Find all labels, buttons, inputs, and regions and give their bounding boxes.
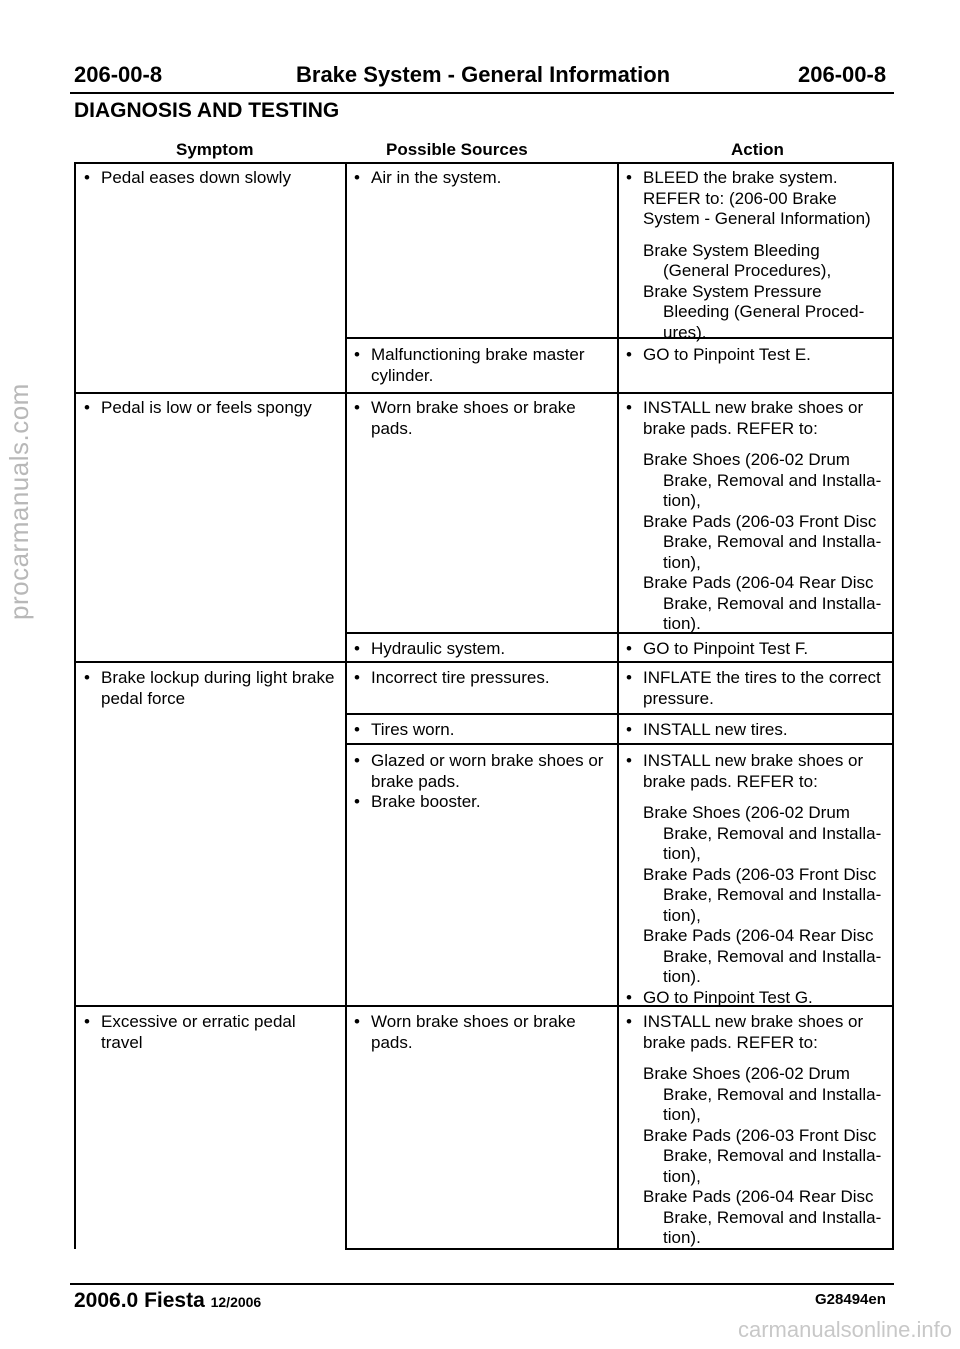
action-text: • INSTALL new brake shoes or [622, 751, 881, 772]
source-text: • Tires worn. [350, 720, 454, 741]
action-cell [622, 751, 881, 1008]
reference-text: Brake, Removal and Installa- [663, 1146, 882, 1165]
reference-text: Brake, Removal and Installa- [663, 1207, 882, 1227]
action-text: • GO to Pinpoint Test E. [622, 345, 811, 366]
source-cell [350, 639, 505, 660]
source-cell [350, 751, 603, 813]
row-divider [74, 392, 893, 394]
reference-text: ures). [663, 322, 707, 342]
reference-text: tion), [663, 552, 701, 572]
table-top-border [74, 162, 893, 164]
row-divider [74, 661, 893, 663]
reference-text: (General Procedures), [663, 261, 832, 280]
row-divider [345, 713, 894, 715]
action-text: pressure. [643, 688, 714, 708]
action-cell [622, 668, 881, 709]
action-cell [622, 720, 788, 741]
figure-code: G28494en [815, 1291, 886, 1308]
reference-text: tion), [663, 905, 701, 925]
source-cell [350, 345, 585, 386]
action-text: System - General Information) [643, 209, 871, 228]
reference-text: tion), [663, 844, 701, 863]
reference-text: tion), [663, 1166, 701, 1186]
source-cell [350, 398, 576, 439]
footer-date: 12/2006 [210, 1294, 262, 1310]
reference-text: Bleeding (General Proced- [663, 302, 865, 321]
reference-text: Brake, Removal and Installa- [663, 885, 882, 904]
action-text: • GO to Pinpoint Test F. [622, 639, 808, 660]
action-cell [622, 398, 881, 635]
column-divider-1 [345, 162, 347, 1249]
source-text: • Incorrect tire pressures. [350, 668, 550, 689]
reference-text: tion), [663, 491, 701, 510]
action-text: brake pads. REFER to: [643, 771, 818, 791]
source-cell [350, 668, 550, 689]
section-title: DIAGNOSIS AND TESTING [74, 99, 340, 122]
source-text: cylinder. [371, 365, 434, 385]
symptom-text: • Excessive or erratic pedal [80, 1012, 296, 1033]
reference-text: Brake, Removal and Installa- [663, 532, 882, 551]
source-text: brake pads. [371, 771, 460, 791]
action-cell [622, 345, 811, 366]
reference-text: tion), [663, 1105, 701, 1124]
symptom-text: • Pedal eases down slowly [80, 168, 291, 189]
table-row-symptom [80, 1012, 296, 1053]
reference-text: Brake Shoes (206-02 Drum [643, 450, 850, 469]
reference-text: tion). [663, 1228, 701, 1247]
action-cell [622, 1012, 881, 1249]
watermark-bottom: carmanualsonline.info [737, 1317, 952, 1342]
reference-text: Brake Pads (206-03 Front Disc [643, 864, 877, 884]
model-year: 2006.0 Fiesta [74, 1289, 205, 1312]
source-cell [350, 720, 454, 741]
symptom-text: • Brake lockup during light brake [80, 668, 334, 689]
reference-text: Brake, Removal and Installa- [663, 823, 882, 843]
table-row-symptom [80, 168, 291, 189]
table-right-border [892, 162, 894, 1249]
source-text: • Worn brake shoes or brake [350, 1012, 576, 1033]
reference-text: Brake, Removal and Installa- [663, 1084, 882, 1104]
action-text: REFER to: (206-00 Brake [643, 188, 837, 208]
header-rule [70, 92, 894, 94]
column-divider-2 [617, 162, 619, 1249]
column-header-symptom: Symptom [176, 140, 254, 159]
footer-rule [70, 1283, 894, 1285]
reference-text: Brake Pads (206-03 Front Disc [643, 1125, 877, 1145]
action-text: • INFLATE the tires to the correct [622, 668, 881, 689]
action-text: • INSTALL new brake shoes or [622, 398, 881, 419]
source-text: • Brake booster. [350, 792, 603, 813]
reference-text: Brake Pads (206-04 Rear Disc [643, 926, 874, 945]
symptom-text: travel [101, 1032, 143, 1052]
page-number-right: 206-00-8 [798, 62, 887, 87]
reference-text: Brake, Removal and Installa- [663, 470, 882, 490]
source-cell [350, 168, 501, 189]
reference-text: Brake Shoes (206-02 Drum [643, 1064, 850, 1083]
action-text: • BLEED the brake system. [622, 168, 871, 189]
source-text: • Hydraulic system. [350, 639, 505, 660]
column-header-sources: Possible Sources [386, 140, 528, 159]
source-text: • Malfunctioning brake master [350, 345, 585, 366]
reference-text: Brake Pads (206-04 Rear Disc [643, 573, 874, 592]
action-cell [622, 639, 808, 660]
action-text: brake pads. REFER to: [643, 418, 818, 438]
reference-text: tion). [663, 614, 701, 633]
reference-text: Brake Pads (206-04 Rear Disc [643, 1187, 874, 1206]
watermark-left: procarmanuals.com [4, 383, 34, 620]
reference-text: Brake, Removal and Installa- [663, 593, 882, 613]
symptom-text: pedal force [101, 688, 186, 708]
column-header-action: Action [731, 140, 784, 159]
source-text: • Glazed or worn brake shoes or [350, 751, 603, 772]
table-row-symptom [80, 668, 334, 709]
reference-text: Brake System Pressure [643, 281, 822, 301]
table-left-border [74, 162, 76, 1249]
symptom-text: • Pedal is low or feels spongy [80, 398, 312, 419]
reference-text: Brake, Removal and Installa- [663, 946, 882, 966]
table-row-symptom [80, 398, 312, 419]
page-title: Brake System - General Information [296, 62, 671, 87]
action-cell [622, 168, 871, 343]
reference-text: Brake Pads (206-03 Front Disc [643, 511, 877, 531]
source-text: • Air in the system. [350, 168, 501, 189]
action-text: • GO to Pinpoint Test G. [622, 988, 881, 1009]
reference-text: Brake Shoes (206-02 Drum [643, 803, 850, 822]
footer-model [74, 1289, 261, 1313]
action-text: • INSTALL new tires. [622, 720, 788, 741]
reference-text: Brake System Bleeding [643, 240, 820, 260]
page-number-left: 206-00-8 [74, 62, 163, 87]
source-text: • Worn brake shoes or brake [350, 398, 576, 419]
source-text: pads. [371, 1032, 413, 1052]
reference-text: tion). [663, 967, 701, 986]
source-cell [350, 1012, 576, 1053]
source-text: pads. [371, 418, 413, 438]
action-text: • INSTALL new brake shoes or [622, 1012, 881, 1033]
row-divider [345, 743, 894, 745]
action-text: brake pads. REFER to: [643, 1032, 818, 1052]
